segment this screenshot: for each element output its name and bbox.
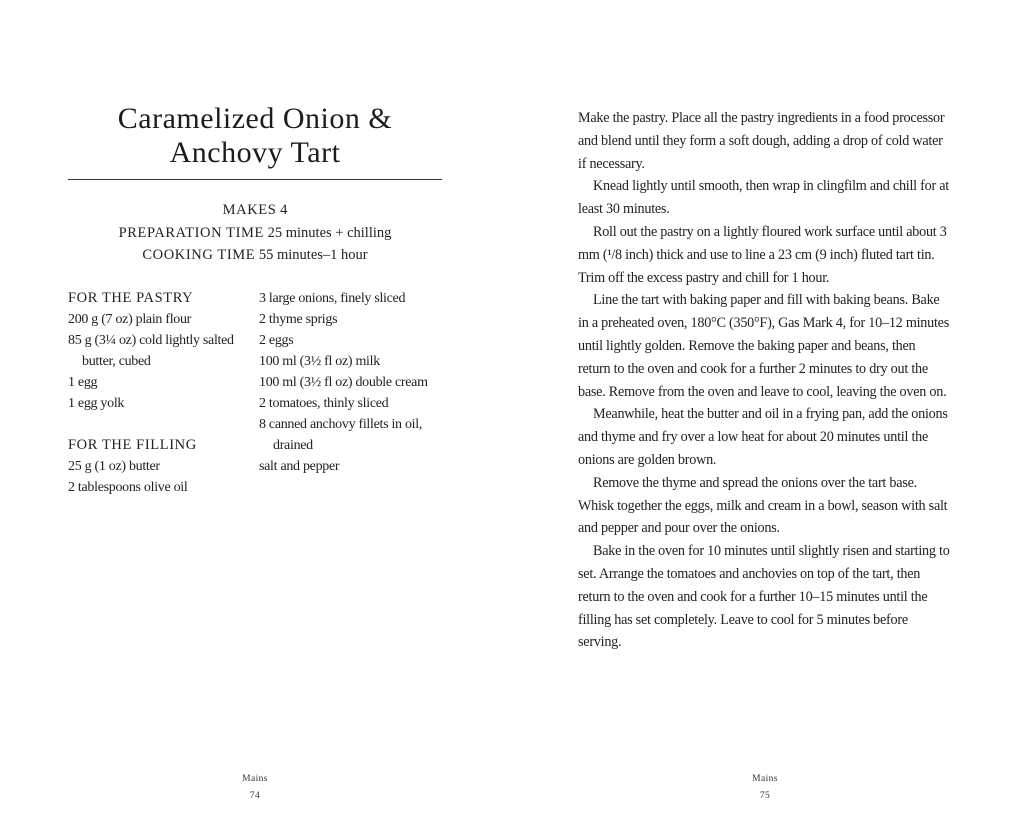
method-paragraph: Roll out the pastry on a lightly floured work surface until about 3 mm (¹/8 inch) thick and use to line a 23 cm (9 inch) fluted tart tin. Trim off the excess pastry and chill for 1 hour. xyxy=(578,223,947,286)
right-page-footer xyxy=(510,771,1020,805)
method-paragraph: Bake in the oven for 10 minutes until slightly risen and starting to set. Arrange the tomatoes and anchovies on top of the tart, then return to the oven and cook for a further 10–15 minutes until the filling has set completely. Leave to cool for 5 minutes before serving. xyxy=(578,543,950,651)
spacer xyxy=(68,414,253,435)
ingredient-item: 200 g (7 oz) plain flour xyxy=(68,312,192,327)
method-text xyxy=(578,107,950,654)
prep-time-line xyxy=(68,222,442,245)
method-paragraph: Remove the thyme and spread the onions over the tart base. Whisk together the eggs, milk and cream in a bowl, season with salt and pepper and pour over the onions. xyxy=(578,474,948,537)
right-page xyxy=(510,0,1020,818)
recipe-title xyxy=(68,102,442,170)
ingredient-item: 2 tomatoes, thinly sliced xyxy=(259,396,389,411)
recipe-meta xyxy=(68,199,442,267)
recipe-title-line-2: Anchovy Tart xyxy=(169,136,341,169)
ingredients-column-2 xyxy=(259,288,449,477)
ingredient-item: 2 thyme sprigs xyxy=(259,312,338,327)
filling-heading: FOR THE FILLING xyxy=(68,437,197,453)
page-number: 75 xyxy=(759,791,771,801)
ingredient-item: drained xyxy=(273,438,313,453)
cook-time-label: COOKING TIME xyxy=(142,247,256,263)
makes-line xyxy=(68,199,442,222)
ingredient-item: 1 egg xyxy=(68,375,98,390)
ingredient-item: 1 egg yolk xyxy=(68,396,125,411)
ingredient-item: butter, cubed xyxy=(82,354,151,369)
method-paragraph: Make the pastry. Place all the pastry ingredients in a food processor and blend until they form a soft dough, adding a drop of cold water if necessary. xyxy=(578,110,945,172)
prep-time-label: PREPARATION TIME xyxy=(118,224,264,241)
ingredient-item: 2 tablespoons olive oil xyxy=(68,480,188,495)
ingredient-item: 100 ml (3½ fl oz) milk xyxy=(259,354,380,369)
ingredient-item: 8 canned anchovy fillets in oil, xyxy=(259,417,423,432)
recipe-title-line-1: Caramelized Onion & xyxy=(117,102,393,135)
method-paragraph: Meanwhile, heat the butter and oil in a frying pan, add the onions and thyme and fry over a low heat for about 20 minutes until the onions are golden brown. xyxy=(578,406,948,468)
ingredient-item: salt and pepper xyxy=(259,459,340,474)
method-paragraph: Knead lightly until smooth, then wrap in clingfilm and chill for at least 30 minutes. xyxy=(578,178,949,218)
ingredient-item: 3 large onions, finely sliced xyxy=(259,291,406,306)
title-divider xyxy=(68,179,442,180)
left-page-footer xyxy=(0,771,510,805)
ingredient-item: 25 g (1 oz) butter xyxy=(68,459,160,474)
cook-time-value: 55 minutes–1 hour xyxy=(258,247,368,263)
running-footer-section: Mains xyxy=(242,774,268,784)
makes-value: 4 xyxy=(280,202,288,218)
ingredient-item: 2 eggs xyxy=(259,333,294,348)
page-number: 74 xyxy=(249,791,261,801)
ingredient-item: 85 g (3¼ oz) cold lightly salted xyxy=(68,333,234,348)
pastry-heading: FOR THE PASTRY xyxy=(68,290,194,306)
method-paragraph: Line the tart with baking paper and fill with baking beans. Bake in a preheated oven, 180°C (350°F), Gas Mark 4, for 10–12 minutes until lightly golden. Remove the baking paper and beans, then return to the oven and cook for a further 2 minutes to dry out the base. Remove from the oven and leave to cool, leaving the oven on. xyxy=(578,292,949,400)
ingredient-item: 100 ml (3½ fl oz) double cream xyxy=(259,375,428,390)
cook-time-line xyxy=(68,244,442,267)
prep-time-value: 25 minutes + chilling xyxy=(267,224,392,241)
makes-label: MAKES xyxy=(222,202,277,218)
running-footer-section: Mains xyxy=(752,774,778,784)
ingredients-column-1 xyxy=(68,288,253,498)
